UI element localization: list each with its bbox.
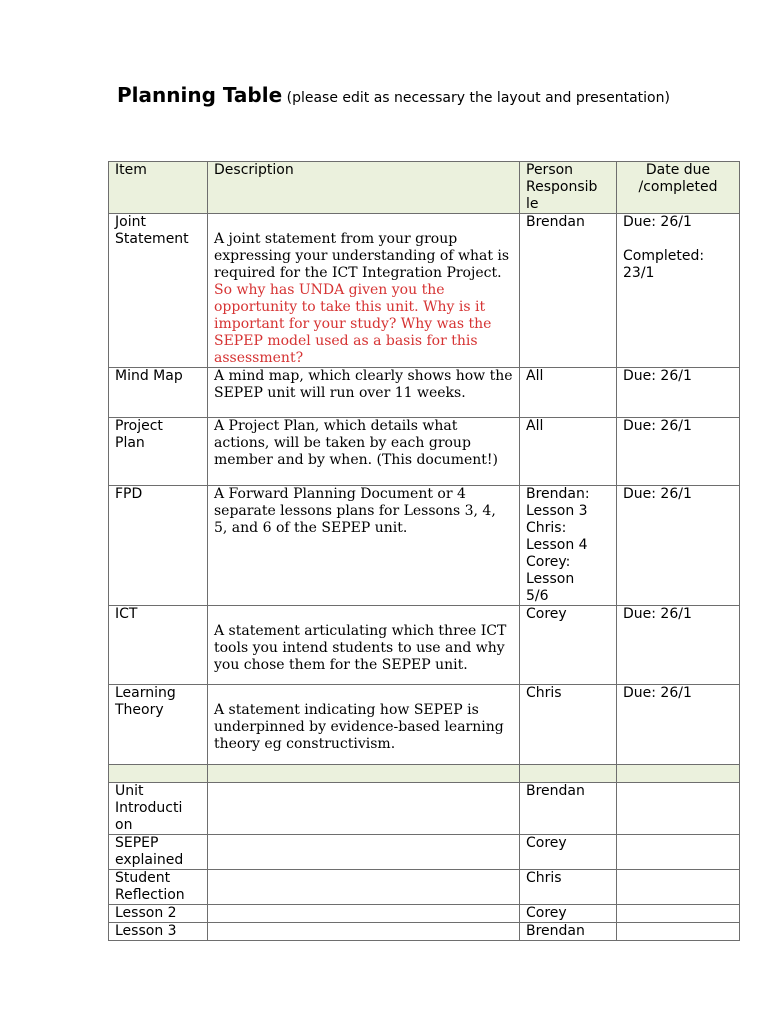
cell-description: A statement articulating which three ICT tools you intend students to use and why you chose them for the SEPEP unit.	[208, 606, 520, 685]
table-row	[109, 685, 740, 765]
cell-item: ICT	[109, 606, 208, 685]
cell-person: Corey	[520, 835, 617, 870]
cell-description	[208, 923, 520, 941]
cell-description: A Project Plan, which details what actions, will be taken by each group member and by when. (This document!)	[208, 418, 520, 486]
cell-date: Due: 26/1	[617, 418, 740, 486]
cell-date: Due: 26/1	[617, 486, 740, 606]
page-title-block	[117, 83, 677, 108]
cell-description	[208, 783, 520, 835]
page-title-note: (please edit as necessary the layout and presentation)	[286, 90, 670, 106]
cell-person: Corey	[520, 905, 617, 923]
section-separator-row	[109, 765, 740, 783]
cell-date	[617, 923, 740, 941]
cell-item: Student Reflection	[109, 870, 208, 905]
planning-table	[108, 161, 740, 941]
cell-person: Chris	[520, 870, 617, 905]
description-text: A joint statement from your group expressing your understanding of what is required for the ICT Integration Project.	[214, 231, 510, 281]
page-title: Planning Table	[117, 83, 283, 107]
description-question-text: So why has UNDA given you the opportunity to take this unit. Why is it important for your study? Why was the SEPEP model used as a basis for this assessment?	[214, 282, 492, 366]
cell-date	[617, 905, 740, 923]
header-description: Description	[208, 162, 520, 214]
cell-date: Due: 26/1	[617, 685, 740, 765]
cell-description: A statement indicating how SEPEP is underpinned by evidence-based learning theory eg constructivism.	[208, 685, 520, 765]
cell-person: All	[520, 368, 617, 418]
header-date-due: Date due /completed	[617, 162, 740, 214]
table-row	[109, 368, 740, 418]
cell-date: Due: 26/1	[617, 606, 740, 685]
cell-person: Brendan	[520, 783, 617, 835]
table-row	[109, 214, 740, 368]
cell-item: Mind Map	[109, 368, 208, 418]
cell-item: Lesson 3	[109, 923, 208, 941]
cell-description	[208, 905, 520, 923]
cell-item: FPD	[109, 486, 208, 606]
cell-person: Brendan	[520, 214, 617, 368]
cell-item: Lesson 2	[109, 905, 208, 923]
table-row	[109, 905, 740, 923]
cell-person: Brendan	[520, 923, 617, 941]
cell-description	[208, 214, 520, 368]
table-row	[109, 923, 740, 941]
table-row	[109, 486, 740, 606]
cell-person: Brendan: Lesson 3 Chris: Lesson 4 Corey: Lesson 5/6	[520, 486, 617, 606]
cell-person: All	[520, 418, 617, 486]
cell-description: A mind map, which clearly shows how the SEPEP unit will run over 11 weeks.	[208, 368, 520, 418]
header-item: Item	[109, 162, 208, 214]
table-row	[109, 418, 740, 486]
table-row	[109, 783, 740, 835]
cell-person: Corey	[520, 606, 617, 685]
cell-description	[208, 870, 520, 905]
cell-description	[208, 835, 520, 870]
cell-item: Unit Introducti on	[109, 783, 208, 835]
cell-date: Due: 26/1 Completed: 23/1	[617, 214, 740, 368]
cell-date	[617, 870, 740, 905]
cell-date: Due: 26/1	[617, 368, 740, 418]
table-row	[109, 870, 740, 905]
cell-item: SEPEP explained	[109, 835, 208, 870]
cell-person: Chris	[520, 685, 617, 765]
cell-date	[617, 835, 740, 870]
header-person-responsible: Person Responsib le	[520, 162, 617, 214]
cell-description: A Forward Planning Document or 4 separate lessons plans for Lessons 3, 4, 5, and 6 of the SEPEP unit.	[208, 486, 520, 606]
cell-item: Joint Statement	[109, 214, 208, 368]
table-header-row	[109, 162, 740, 214]
table-row	[109, 835, 740, 870]
cell-date	[617, 783, 740, 835]
cell-item: Project Plan	[109, 418, 208, 486]
table-row	[109, 606, 740, 685]
cell-item: Learning Theory	[109, 685, 208, 765]
